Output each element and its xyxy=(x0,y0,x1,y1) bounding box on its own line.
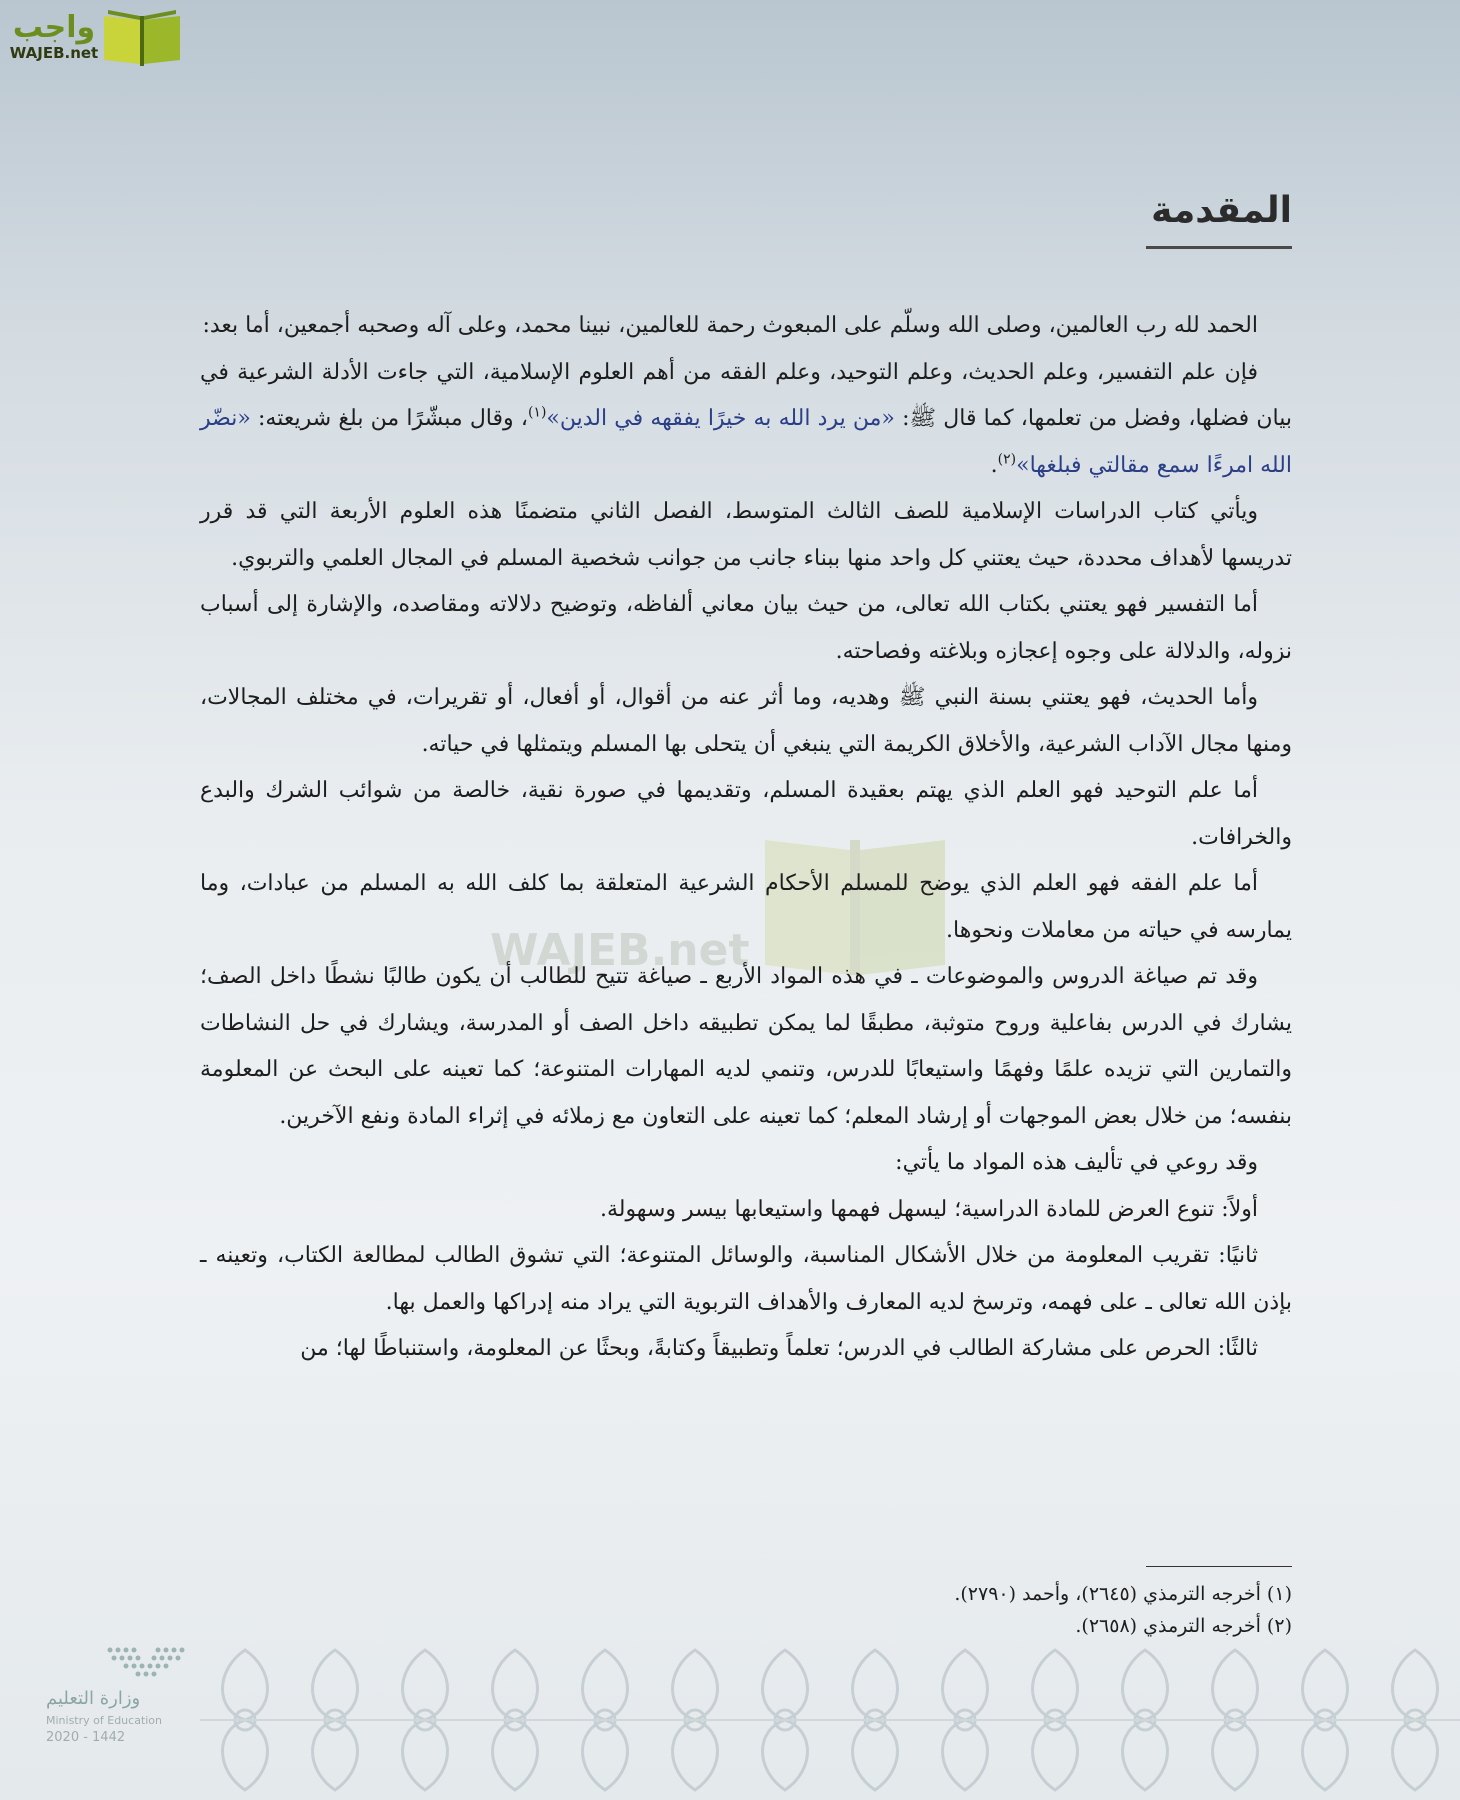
open-book-icon xyxy=(100,6,184,68)
paragraph-opening: الحمد لله رب العالمين، وصلى الله وسلّم على المبعوث رحمة للعالمين، نبينا محمد، وعلى آله وصحبه أجمعين، أما بعد: xyxy=(202,313,1258,338)
paragraph-sciences xyxy=(200,350,1292,490)
paragraph-sciences-text: فإن علم التفسير، وعلم الحديث، وعلم التوحيد، وعلم الفقه من أهم العلوم الإسلامية، التي جاءت الأدلة الشرعية في بيان فضلها، وفضل من تعلمها، كما قال ﷺ: xyxy=(200,359,1292,431)
hadith-quote-1: «من يرد الله به خيرًا يفقهه في الدين» xyxy=(546,406,895,431)
paragraph-sciences-end: . xyxy=(990,452,998,478)
wajeb-logo[interactable] xyxy=(8,6,190,68)
paragraph-tafsir: أما التفسير فهو يعتني بكتاب الله تعالى، من حيث بيان معاني ألفاظه، وتوضيح دلالاته ومقاصده، والإشارة إلى أسباب نزوله، والدلالة على وجوه إعجازه وبلاغته وفصاحته. xyxy=(200,592,1292,664)
paragraph-sciences-middle: ، وقال مبشّرًا من بلغ شريعته: xyxy=(250,406,528,431)
paragraph-fiqh: أما علم الفقه فهو العلم الذي يوضح للمسلم الأحكام الشرعية المتعلقة بما كلف الله به المسلم من عبادات، وما يمارسه في حياته من معاملات ونحوها. xyxy=(200,871,1292,943)
introduction-body xyxy=(200,303,1292,1373)
paragraph-book: ويأتي كتاب الدراسات الإسلامية للصف الثالث المتوسط، الفصل الثاني متضمنًا هذه العلوم الأربعة التي قد قرر تدريسها لأهداف محددة، حيث يعتني كل واحد منها ببناء جانب من جوانب شخصية المسلم في المجال العلمي والتربوي. xyxy=(200,499,1292,571)
ministry-year: 2020 - 1442 xyxy=(46,1730,126,1745)
ministry-name-arabic: وزارة التعليم xyxy=(46,1688,141,1709)
page-title: المقدمة xyxy=(1151,190,1292,231)
list-item-third: ثالثًا: الحرص على مشاركة الطالب في الدرس؛ تعلماً وتطبيقاً وكتابةً، وبحثًا عن المعلومة، واستنباطًا لها؛ من xyxy=(300,1336,1258,1361)
footnote-1: (١) أخرجه الترمذي (٢٦٤٥)، وأحمد (٢٧٩٠). xyxy=(954,1583,1292,1605)
decorative-ornament-band xyxy=(200,1640,1460,1800)
footnote-2: (٢) أخرجه الترمذي (٢٦٥٨). xyxy=(1075,1615,1292,1637)
paragraph-hadith: وأما الحديث، فهو يعتني بسنة النبي ﷺ وهديه، وما أثر عنه من أقوال، أو أفعال، أو تقريرات، في مختلف المجالات، ومنها مجال الآداب الشرعية، والأخلاق الكريمة التي ينبغي أن يتحلى بها المسلم ويتمثلها في حياته. xyxy=(200,685,1292,757)
title-underline xyxy=(1146,246,1292,249)
watermark-text: WAJEB.net xyxy=(490,925,750,976)
footnote-ref-1[interactable]: (١) xyxy=(527,404,547,421)
wajeb-logo-latin: WAJEB.net xyxy=(9,44,99,62)
footnote-divider xyxy=(1146,1566,1292,1567)
wajeb-logo-arabic: واجب xyxy=(12,10,96,45)
paragraph-lessons: وقد تم صياغة الدروس والموضوعات ـ في هذه المواد الأربع ـ صياغة تتيح للطالب أن يكون طالبًا نشطًا داخل الصف؛ يشارك في الدرس بفاعلية وروح متوثبة، مطبقًا لما يمكن تطبيقه داخل الصف أو المدرسة، ويشارك في حل النشاطات والتمارين التي تزيده علمًا وفهمًا واستيعابًا للدرس، وتنمي لديه المهارات المتنوعة؛ كما تعينه على البحث عن المعلومة بنفسه؛ من خلال بعض الموجهات أو إرشاد المعلم؛ كما تعينه على التعاون مع زملائه في إثراء المادة ونفع الآخرين. xyxy=(200,964,1292,1129)
ministry-logo xyxy=(46,1640,226,1760)
footnotes xyxy=(592,1578,1292,1642)
hadith-quote-2: «نضّر الله امرءًا سمع مقالتي فبلغها» xyxy=(200,406,1292,478)
wajeb-logo-text xyxy=(8,12,100,62)
footnote-ref-2[interactable]: (٢) xyxy=(997,451,1017,468)
paragraph-tawhid: أما علم التوحيد فهو العلم الذي يهتم بعقيدة المسلم، وتقديمها في صورة نقية، خالصة من شوائب الشرك والبدع والخرافات. xyxy=(200,778,1292,850)
paragraph-considerations: وقد روعي في تأليف هذه المواد ما يأتي: xyxy=(895,1150,1258,1175)
list-item-first: أولاً: تنوع العرض للمادة الدراسية؛ ليسهل فهمها واستيعابها بيسر وسهولة. xyxy=(599,1196,1258,1222)
ministry-dots-icon xyxy=(104,1644,188,1680)
ministry-name-english: Ministry of Education xyxy=(46,1714,163,1727)
list-item-second: ثانيًا: تقريب المعلومة من خلال الأشكال المناسبة، والوسائل المتنوعة؛ التي تشوق الطالب لمطالعة الكتاب، وتعينه ـ بإذن الله تعالى ـ على فهمه، وترسخ لديه المعارف والأهداف التربوية التي يراد منه إدراكها والعمل بها. xyxy=(200,1243,1292,1315)
